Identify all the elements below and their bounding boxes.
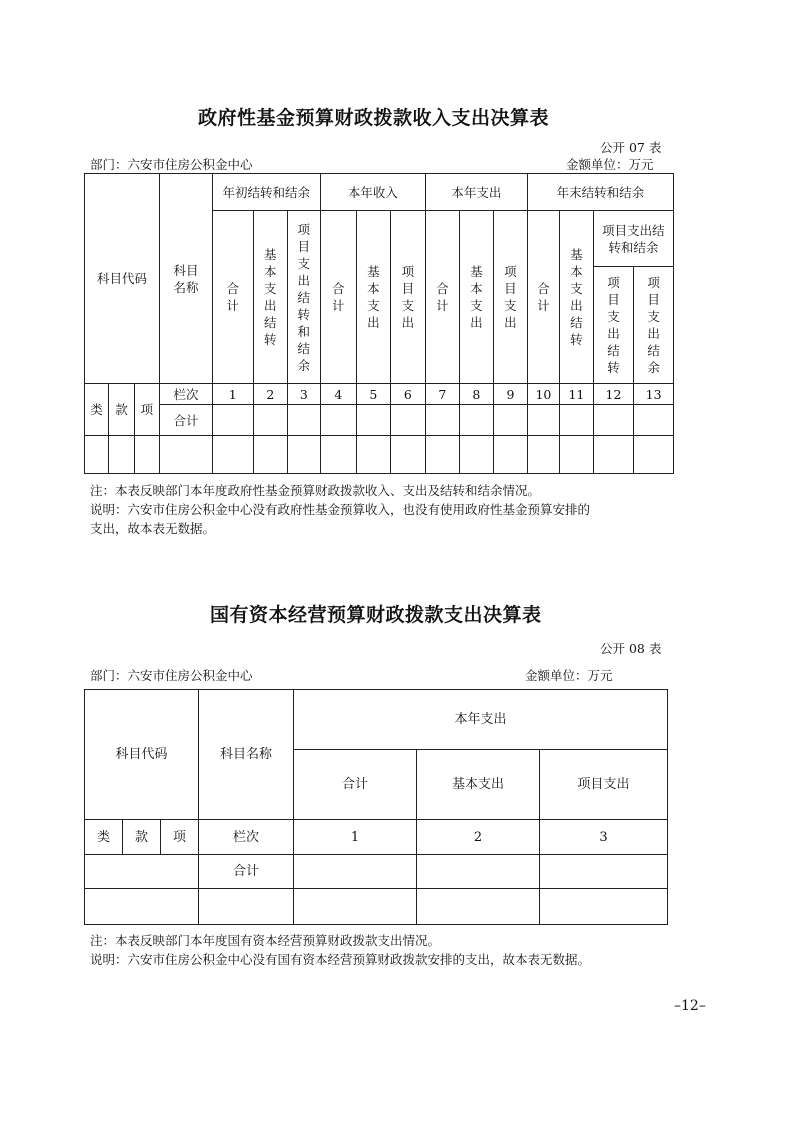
- t1-header-code: 科目代码: [85, 174, 160, 384]
- t1-col-num: 12: [593, 384, 634, 405]
- t2-kuan: 款: [123, 820, 161, 855]
- t2-col-num: 2: [417, 820, 540, 855]
- table1: [84, 173, 674, 474]
- t1-col-num: 4: [320, 384, 357, 405]
- t1-lanci: 栏次: [160, 384, 213, 405]
- t2-lanci: 栏次: [199, 820, 294, 855]
- t1-h-end-total: 合计: [527, 211, 559, 384]
- table2-note: 注：本表反映部门本年度国有资本经营预算财政拨款支出情况。: [90, 933, 441, 948]
- table1-explanation-line2: 支出，故本表无数据。: [90, 521, 216, 536]
- t2-heji: 合计: [199, 855, 294, 889]
- t1-h-end-project-group: 项目支出结转和结余: [593, 211, 673, 267]
- t1-header-end: 年末结转和结余: [527, 174, 673, 211]
- t1-lei: 类: [85, 384, 109, 436]
- t2-col-num: 1: [294, 820, 417, 855]
- t1-xiang: 项: [134, 384, 159, 436]
- table1-title: 政府性基金预算财政拨款收入支出决算表: [198, 107, 550, 129]
- t1-header-begin: 年初结转和结余: [212, 174, 320, 211]
- table1-explanation-line1: 说明：六安市住房公积金中心没有政府性基金预算收入，也没有使用政府性基金预算安排的: [90, 502, 591, 517]
- t1-h-expense-total: 合计: [426, 211, 460, 384]
- t2-header-code: 科目代码: [85, 690, 199, 820]
- table2-dept: 部门：六安市住房公积金中心: [90, 668, 253, 683]
- table1-unit: 金额单位：万元: [566, 157, 654, 172]
- t1-col-num: 8: [459, 384, 494, 405]
- t1-col-num: 10: [527, 384, 559, 405]
- t1-col-num: 5: [357, 384, 391, 405]
- t1-heji: 合计: [160, 405, 213, 436]
- table1-form-no: 公开 07 表: [600, 140, 662, 155]
- t2-header-expense: 本年支出: [294, 690, 668, 750]
- t1-col-num: 9: [494, 384, 528, 405]
- t1-h-expense-basic: 基本支出: [459, 211, 494, 384]
- t2-col-num: 3: [540, 820, 668, 855]
- table2: [84, 689, 668, 925]
- t1-kuan: 款: [109, 384, 134, 436]
- t2-xiang: 项: [161, 820, 199, 855]
- t1-header-income: 本年收入: [320, 174, 426, 211]
- t2-lei: 类: [85, 820, 123, 855]
- table1-dept: 部门：六安市住房公积金中心: [90, 157, 253, 172]
- table2-explanation: 说明：六安市住房公积金中心没有国有资本经营预算财政拨款安排的支出，故本表无数据。: [90, 952, 591, 967]
- t2-h-basic: 基本支出: [417, 750, 540, 820]
- t1-col-num: 2: [253, 384, 288, 405]
- t1-col-num: 1: [212, 384, 253, 405]
- t1-col-num: 13: [634, 384, 674, 405]
- t1-h-begin-total: 合计: [212, 211, 253, 384]
- t1-header-expense: 本年支出: [426, 174, 528, 211]
- table2-title: 国有资本经营预算财政拨款支出决算表: [210, 604, 542, 626]
- t1-h-begin-project: 项目支出结转和结余: [288, 211, 321, 384]
- t2-h-total: 合计: [294, 750, 417, 820]
- t1-h-income-project: 项目支出: [390, 211, 426, 384]
- t1-col-num: 11: [560, 384, 594, 405]
- t1-h-begin-basic: 基本支出结转: [253, 211, 288, 384]
- t1-h-income-basic: 基本支出: [357, 211, 391, 384]
- table2-unit: 金额单位：万元: [525, 668, 613, 683]
- t1-h-end-project-carry: 项目支出结转: [593, 267, 634, 384]
- t1-header-name: 科目名称: [160, 174, 213, 384]
- t1-h-income-total: 合计: [320, 211, 357, 384]
- table1-note: 注：本表反映部门本年度政府性基金预算财政拨款收入、支出及结转和结余情况。: [90, 483, 541, 498]
- t1-h-end-project-surplus: 项目支出结余: [634, 267, 674, 384]
- t1-col-num: 3: [288, 384, 321, 405]
- t1-h-end-basic: 基本支出结转: [560, 211, 594, 384]
- t2-h-project: 项目支出: [540, 750, 668, 820]
- t2-header-name: 科目名称: [199, 690, 294, 820]
- t1-col-num: 6: [390, 384, 426, 405]
- t1-col-num: 7: [426, 384, 460, 405]
- table2-form-no: 公开 08 表: [600, 641, 662, 656]
- t1-h-expense-project: 项目支出: [494, 211, 528, 384]
- page-number: –12–: [674, 998, 706, 1014]
